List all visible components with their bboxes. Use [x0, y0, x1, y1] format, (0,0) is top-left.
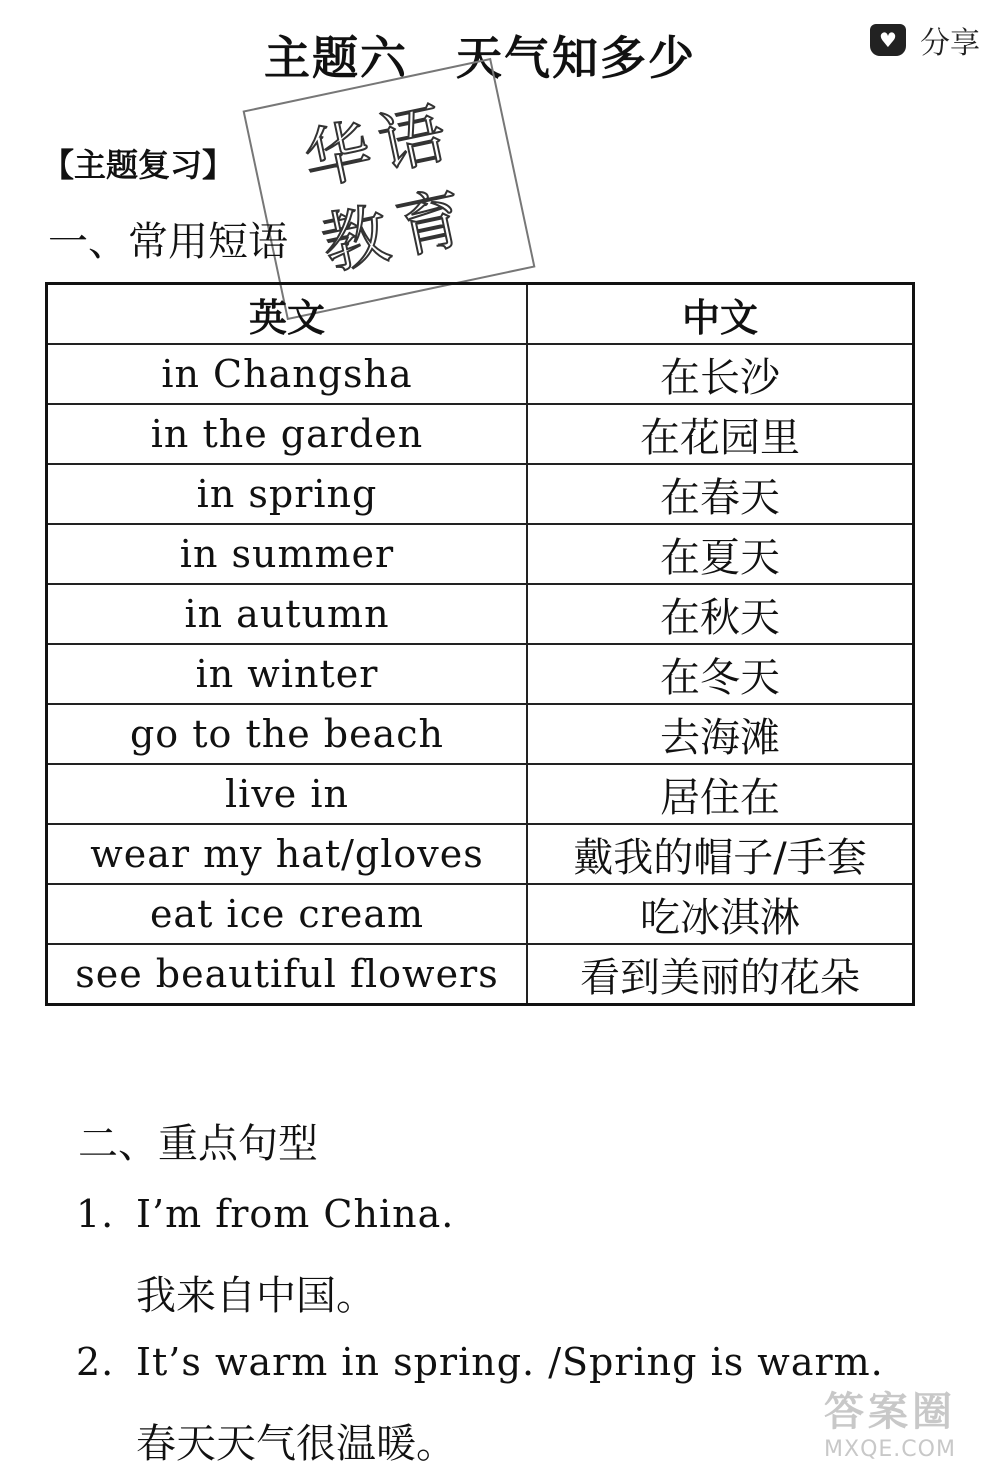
sentences-heading: 二、重点句型 [78, 1121, 318, 1167]
table-row [47, 764, 914, 824]
phrase-en: in the garden [47, 404, 528, 464]
phrase-zh: 居住在 [527, 764, 914, 824]
site-watermark [790, 1380, 990, 1470]
phrase-en: in Changsha [47, 344, 528, 404]
stamp-line-1: 华语 [297, 92, 463, 200]
phrases-table [45, 282, 915, 1006]
sentence-number: 1. [76, 1192, 115, 1236]
phrase-en: in autumn [47, 584, 528, 644]
page-title: 主题六 天气知多少 [264, 31, 696, 85]
heart-chat-icon: ♥ [870, 24, 906, 56]
phrase-zh: 吃冰淇淋 [527, 884, 914, 944]
header-chinese: 中文 [527, 284, 914, 345]
phrase-zh: 在春天 [527, 464, 914, 524]
phrase-en: live in [47, 764, 528, 824]
sentence-1 [76, 1192, 454, 1236]
watermark-text: 答案圈 [824, 1389, 956, 1435]
phrase-zh: 戴我的帽子/手套 [527, 824, 914, 884]
table-row [47, 584, 914, 644]
table-header-row [47, 284, 914, 345]
phrases-heading: 一、常用短语 [48, 219, 288, 265]
phrase-en: in summer [47, 524, 528, 584]
phrase-zh: 在夏天 [527, 524, 914, 584]
sentence-2 [76, 1340, 884, 1384]
share-button[interactable] [870, 18, 980, 62]
sentence-en: I’m from China. [136, 1192, 455, 1236]
phrase-en: in winter [47, 644, 528, 704]
phrase-en: in spring [47, 464, 528, 524]
phrase-zh: 在花园里 [527, 404, 914, 464]
phrase-en: go to the beach [47, 704, 528, 764]
phrase-en: see beautiful flowers [47, 944, 528, 1005]
table-row [47, 824, 914, 884]
section-tag: 【主题复习】 [42, 146, 235, 184]
sentence-1-translation: 我来自中国。 [136, 1273, 376, 1319]
table-row [47, 524, 914, 584]
phrase-zh: 在长沙 [527, 344, 914, 404]
share-label: 分享 [920, 26, 980, 61]
table-row [47, 404, 914, 464]
sentence-en: It’s warm in spring. /Spring is warm. [136, 1340, 884, 1384]
sentence-number: 2. [76, 1340, 115, 1384]
stamp-watermark [243, 58, 536, 320]
phrase-zh: 在冬天 [527, 644, 914, 704]
table-row [47, 644, 914, 704]
phrase-zh: 看到美丽的花朵 [527, 944, 914, 1005]
header-english: 英文 [47, 284, 528, 345]
table-row [47, 944, 914, 1005]
table-row [47, 464, 914, 524]
table-row [47, 344, 914, 404]
table-row [47, 884, 914, 944]
phrase-en: eat ice cream [47, 884, 528, 944]
stamp-line-2: 教育 [315, 177, 481, 285]
table-row [47, 704, 914, 764]
phrase-zh: 去海滩 [527, 704, 914, 764]
phrase-zh: 在秋天 [527, 584, 914, 644]
watermark-url: MXQE.COM [824, 1437, 956, 1462]
phrase-en: wear my hat/gloves [47, 824, 528, 884]
sentence-2-translation: 春天天气很温暖。 [136, 1421, 456, 1467]
